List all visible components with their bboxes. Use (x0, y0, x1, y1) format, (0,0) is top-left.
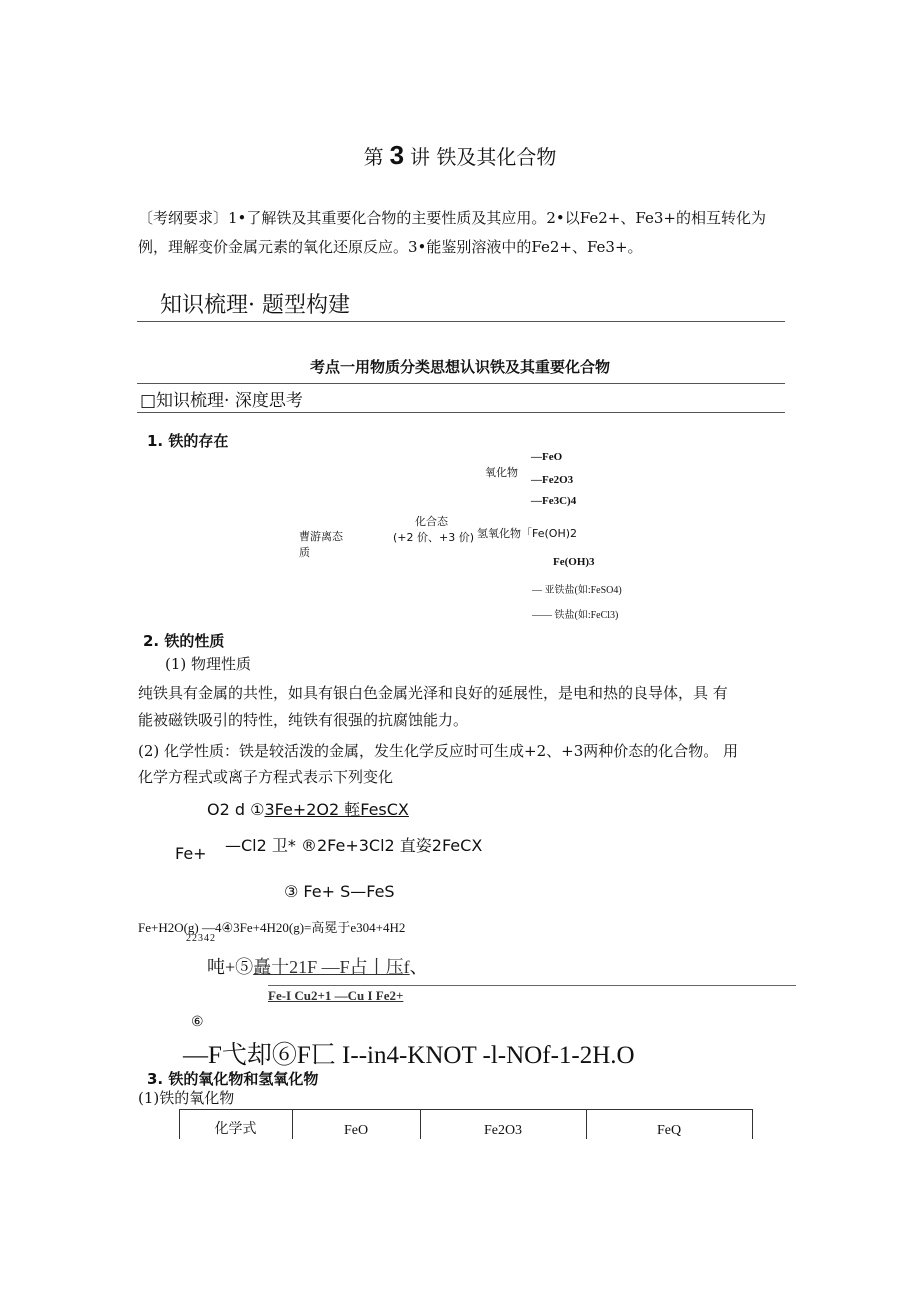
page-title: 第 3 讲 铁及其化合物 (363, 140, 557, 170)
item-1-heading: 1. 铁的存在 (147, 432, 229, 450)
subsection-heading: □知识梳理· 深度思考 (140, 391, 303, 411)
item-3-heading: 3. 铁的氧化物和氢氧化物 (147, 1070, 319, 1088)
lecture-number: 3 (389, 140, 405, 170)
oxide-fe3o4: —Fe3C)4 (531, 495, 577, 507)
valence-label: (+2 价、+3 价) (393, 531, 475, 544)
table-border (752, 1110, 753, 1139)
free-state-label-2: 质 (299, 546, 310, 559)
equation-4: Fe+H2O(g) —4④3Fe+4H20(g)=高冕于e304+4H2 (138, 920, 406, 935)
equation-1: O2 d ①3Fe+2O2 輊FesCX (207, 800, 409, 819)
equation-6: Fe-I Cu2+1 —Cu I Fe2+ (268, 988, 404, 1003)
item-2-heading: 2. 铁的性质 (143, 632, 225, 650)
equation-2: —Cl2 卫* ®2Fe+3Cl2 直姿2FeCX (225, 836, 483, 855)
hydroxide-label: 氢氧化物「Fe(OH)2 (477, 527, 578, 540)
point-heading: 考点一用物质分类思想认识铁及其重要化合物 (309, 358, 610, 376)
requirements-line-2: 例，理解变价金属元素的氧化还原反应。3•能鉴别溶液中的Fe2+、Fe3+。 (138, 238, 643, 256)
circle-6: ⑥ (191, 1015, 204, 1030)
equation-3: ③ Fe+ S—FeS (284, 882, 395, 901)
divider (137, 412, 785, 413)
table-header-cell: FeO (343, 1123, 369, 1138)
free-state-label: 曹游离态 (299, 530, 343, 543)
table-header-cell: Fe2O3 (483, 1123, 523, 1138)
fe-plus-label: Fe+ (175, 844, 207, 863)
compound-state-label: 化合态 (415, 515, 448, 528)
divider (137, 383, 785, 384)
chemical-properties-line-1: (2) 化学性质：铁是较活泼的金属，发生化学反应时可生成+2、+3两种价态的化合物。 用 (138, 742, 739, 760)
table-header-cell: 化学式 (214, 1121, 257, 1137)
physical-properties-line-1: 纯铁具有金属的共性，如具有银白色金属光泽和良好的延展性，是电和热的良导体，具 有 (138, 684, 728, 702)
oxide-fe2o3: —Fe2O3 (531, 474, 574, 486)
section-heading: 知识梳理· 题型构建 (160, 293, 350, 318)
chemical-properties-line-2: 化学方程式或离子方程式表示下列变化 (138, 768, 394, 786)
oxides-table (179, 1109, 753, 1139)
ferric-salt: —— 铁盐(如:FeCl3) (532, 610, 619, 621)
oxides-label: 氧化物 (485, 466, 518, 479)
oxides-subheading: (1)铁的氧化物 (138, 1089, 235, 1107)
equation-4-subscript: 22342 (186, 933, 216, 944)
hydroxide-feoh3: Fe(OH)3 (553, 556, 595, 568)
requirements-line-1: 〔考纲要求〕1•了解铁及其重要化合物的主要性质及其应用。2•以Fe2+、Fe3+的相互转化为 (138, 209, 766, 227)
equation-5: 吨+⑤矗十21F —F占丨压f、 (207, 957, 428, 977)
divider (137, 321, 785, 322)
divider (268, 985, 796, 986)
table-header-cell: FeQ (656, 1123, 682, 1138)
oxide-feo: —FeO (531, 451, 563, 463)
physical-properties-line-2: 能被磁铁吸引的特性，纯铁有很强的抗腐蚀能力。 (138, 711, 469, 729)
physical-properties-heading: (1) 物理性质 (165, 655, 252, 673)
equation-7: —F弋却⑥F匸 I--in4-KNOT -l-NOf-1-2H.O (183, 1042, 635, 1069)
ferrous-salt: — 亚铁盐(如:FeSO4) (532, 585, 622, 596)
